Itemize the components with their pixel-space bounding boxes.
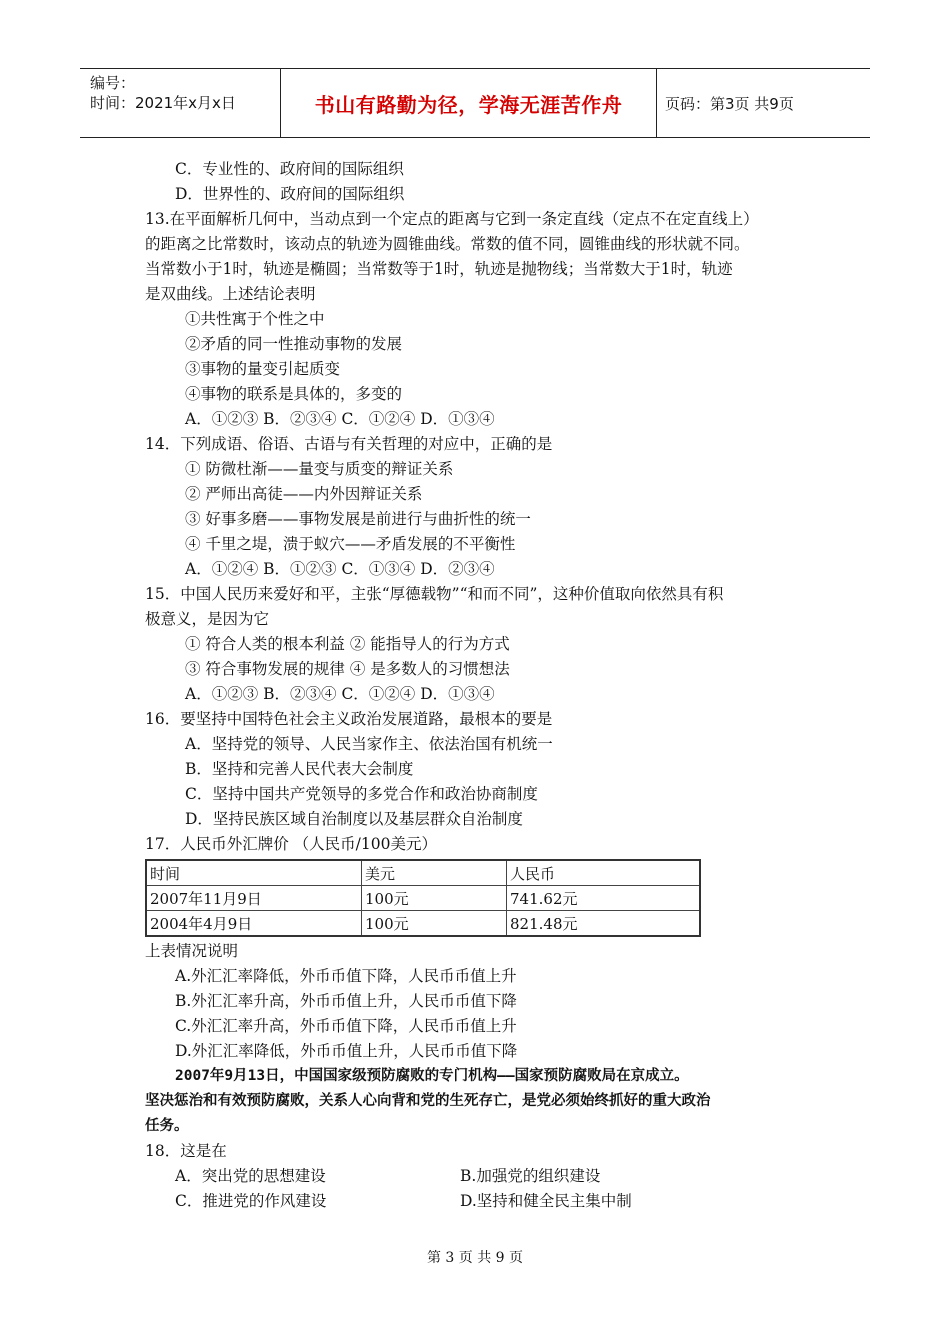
exchange-rate-table (145, 859, 701, 937)
page-header (80, 68, 870, 138)
q14-item: ④ 千里之堤，溃于蚁穴——矛盾发展的不平衡性 (185, 535, 516, 553)
exam-content (145, 157, 815, 1214)
q13-line: 当常数小于1时，轨迹是椭圆；当常数等于1时，轨迹是抛物线；当常数大于1时，轨迹 (145, 260, 733, 278)
q16-option: B．坚持和完善人民代表大会制度 (185, 760, 414, 778)
table-header-cell: 人民币 (507, 860, 701, 886)
table-cell: 100元 (362, 911, 507, 937)
q16-stem: 16．要坚持中国特色社会主义政治发展道路，最根本的要是 (145, 710, 553, 728)
q18-option: B.加强党的组织建设 (460, 1167, 601, 1185)
q15-item: ③ 符合事物发展的规律 ④ 是多数人的习惯想法 (185, 660, 510, 678)
q15-line: 极意义，是因为它 (145, 610, 270, 628)
header-meta (80, 69, 281, 137)
header-time-label: 时间：2021年x月x日 (90, 94, 236, 112)
passage-line: 任务。 (145, 1118, 189, 1134)
q18-option-row (145, 1189, 815, 1214)
q18-option: A．突出党的思想建设 (175, 1167, 326, 1185)
q17-option: D.外汇汇率降低，外币币值上升，人民币币值下降 (175, 1042, 518, 1060)
q17-after-table: 上表情况说明 (145, 942, 239, 960)
q17-option: B.外汇汇率升高，外币币值上升，人民币币值下降 (175, 992, 517, 1010)
q15-item: ① 符合人类的根本利益 ② 能指导人的行为方式 (185, 635, 510, 653)
q15-line: 15．中国人民历来爱好和平，主张“厚德载物”“和而不同”，这种价值取向依然具有积 (145, 585, 724, 603)
q14-item: ② 严师出高徒——内外因辩证关系 (185, 485, 423, 503)
table-header-row (146, 860, 700, 886)
q15-choices: A．①②③ B．②③④ C．①②④ D．①③④ (185, 685, 495, 703)
q13-item: ②矛盾的同一性推动事物的发展 (185, 335, 403, 353)
table-header-cell: 美元 (362, 860, 507, 886)
page-footer: 第 3 页 共 9 页 (426, 1250, 524, 1266)
table-cell: 821.48元 (507, 911, 701, 937)
table-row (146, 886, 700, 911)
q13-line: 是双曲线。上述结论表明 (145, 285, 316, 303)
passage-line: 坚决惩治和有效预防腐败，关系人心向背和党的生死存亡，是党必须始终抓好的重大政治 (145, 1093, 711, 1109)
q14-item: ① 防微杜渐——量变与质变的辩证关系 (185, 460, 454, 478)
q18-option-row (145, 1164, 815, 1189)
q14-choices: A．①②④ B．①②③ C．①③④ D．②③④ (185, 560, 495, 578)
header-number-label: 编号： (90, 74, 136, 92)
q13-item: ③事物的量变引起质变 (185, 360, 341, 378)
q12-option-c: C．专业性的、政府间的国际组织 (175, 160, 404, 178)
q13-line: 13.在平面解析几何中，当动点到一个定点的距离与它到一条定直线（定点不在定直线上） (145, 210, 759, 228)
q17-option: A.外汇汇率降低，外币币值下降，人民币币值上升 (175, 967, 517, 985)
q14-stem: 14．下列成语、俗语、古语与有关哲理的对应中，正确的是 (145, 435, 553, 453)
q18-stem: 18．这是在 (145, 1142, 227, 1160)
passage-line: 2007年9月13日，中国国家级预防腐败的专门机构——国家预防腐败局在京成立。 (175, 1068, 689, 1084)
q13-choices: A．①②③ B．②③④ C．①②④ D．①③④ (185, 410, 495, 428)
q18-option: C．推进党的作风建设 (175, 1192, 327, 1210)
table-cell: 100元 (362, 886, 507, 911)
table-row (146, 911, 700, 937)
q16-option: A．坚持党的领导、人民当家作主、依法治国有机统一 (185, 735, 553, 753)
q13-item: ④事物的联系是具体的，多变的 (185, 385, 403, 403)
table-cell: 741.62元 (507, 886, 701, 911)
q16-option: D．坚持民族区域自治制度以及基层群众自治制度 (185, 810, 523, 828)
q14-item: ③ 好事多磨——事物发展是前进行与曲折性的统一 (185, 510, 531, 528)
q17-stem: 17．人民币外汇牌价 （人民币/100美元） (145, 835, 437, 853)
q12-option-d: D．世界性的、政府间的国际组织 (175, 185, 405, 203)
table-header-cell: 时间 (146, 860, 362, 886)
header-motto: 书山有路勤为径，学海无涯苦作舟 (281, 69, 657, 137)
q16-option: C．坚持中国共产党领导的多党合作和政治协商制度 (185, 785, 538, 803)
q13-line: 的距离之比常数时，该动点的轨迹为圆锥曲线。常数的值不同，圆锥曲线的形状就不同。 (145, 235, 750, 253)
q13-item: ①共性寓于个性之中 (185, 310, 325, 328)
q18-option: D.坚持和健全民主集中制 (460, 1192, 632, 1210)
q17-option: C.外汇汇率升高，外币币值下降，人民币币值上升 (175, 1017, 517, 1035)
header-page-label: 页码：第3页 共9页 (665, 94, 794, 113)
table-cell: 2007年11月9日 (146, 886, 362, 911)
table-cell: 2004年4月9日 (146, 911, 362, 937)
